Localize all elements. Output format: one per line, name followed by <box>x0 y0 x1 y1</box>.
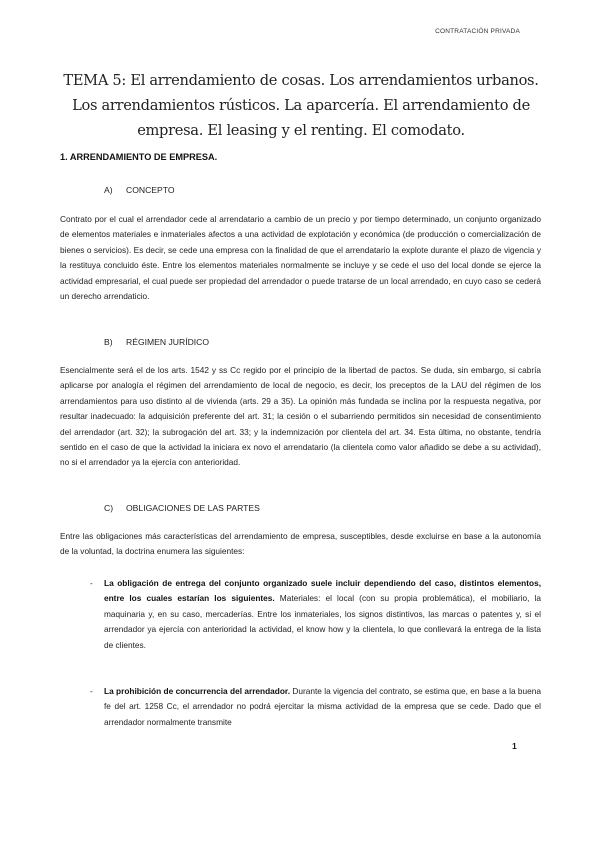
subsection-letter: B) <box>104 337 113 347</box>
list-dash: - <box>90 578 93 588</box>
list-item-text: Durante la vigencia del contrato, se estima que, en base a la buena fe del art. 1258 Cc, el arrendador no podrá ejercitar la misma actividad de la empresa que se cede. Dado que el arrendador normalmente transmite <box>104 686 541 727</box>
obligaciones-intro: Entre las obligaciones más características del arrendamiento de empresa, susceptibles, desde excluirse en base a la autonomía de la voluntad, la doctrina enumera las siguientes: <box>60 531 541 557</box>
subsection-label: OBLIGACIONES DE LAS PARTES <box>126 503 260 513</box>
list-item <box>90 684 541 730</box>
regimen-paragraph: Esencialmente será el de los arts. 1542 y ss Cc regido por el principio de la libertad de pactos. Se duda, sin embargo, si cabría aplicarse por analogía el régimen del arrendamiento de local de negocio, es decir, los preceptos de la LAU del régimen de los arrendamientos para uso distinto al de vivienda (arts. 29 a 35). La opinión más fundada se inclina por la respuesta negativa, por resultar inadecuado: la adquisición preferente del art. 31; la cesión o el subarriendo permitidos sin necesidad de consentimiento del arrendador (art. 32); la subrogación del art. 33; y la indemnización por clientela del art. 34. Esta última, no obstante, tendría sentido en el caso de que la actividad la iniciara ex novo el arrendatario (la clientela como valor añadido se debe a su actividad), no si el arrendador ya la ejercía con anterioridad. <box>60 365 541 468</box>
subsection-letter: A) <box>104 185 113 195</box>
concepto-paragraph: Contrato por el cual el arrendador cede al arrendatario a cambio de un precio y por tiempo determinado, un conjunto organizado de elementos materiales e inmateriales afectos a una actividad de explotación y económica (de producción o comercialización de bienes o servicios). Es decir, se cede una empresa con la finalidad de que el arrendatario la explote durante el plazo de vigencia y la restituya concluido éste. Entre los elementos materiales normalmente se incluye y se cede el uso del local donde se ejerce la actividad empresarial, el cual puede ser propiedad del arrendador o puede tratarse de un local arrendado, en cuyo caso se cederá un derecho arrendaticio. <box>60 214 541 302</box>
running-header: CONTRATACIÓN PRIVADA <box>435 28 520 35</box>
list-item-lead: La prohibición de concurrencia del arrendador. <box>104 686 291 696</box>
subsection-concepto <box>104 185 175 195</box>
section-heading: 1. ARRENDAMIENTO DE EMPRESA. <box>60 152 218 162</box>
list-dash: - <box>90 686 93 696</box>
subsection-obligaciones <box>104 503 260 513</box>
page-title: TEMA 5: El arrendamiento de cosas. Los arrendamientos urbanos. Los arrendamientos rústicos. La aparcería. El arrendamiento de empresa. El leasing y el renting. El comodato. <box>63 72 539 139</box>
subsection-label: CONCEPTO <box>126 185 175 195</box>
subsection-label: RÉGIMEN JURÍDICO <box>126 337 210 347</box>
page-number: 1 <box>512 741 517 751</box>
list-item <box>90 576 541 653</box>
list-item-lead: La obligación de entrega del conjunto organizado suele incluir dependiendo del caso, distintos elementos, entre los cuales estarían los siguientes. <box>104 578 541 604</box>
subsection-letter: C) <box>104 503 114 513</box>
list-item-text: Materiales: el local (con su propia problemática), el mobiliario, la maquinaria y, en su caso, mercaderías. Entre los inmateriales, los signos distintivos, las marcas o patentes y, si el arrendador ya ejercía con anterioridad la actividad, el know how y la clientela, lo que conllevará la entrega de la lista de clientes. <box>104 593 541 650</box>
subsection-regimen <box>104 337 209 347</box>
